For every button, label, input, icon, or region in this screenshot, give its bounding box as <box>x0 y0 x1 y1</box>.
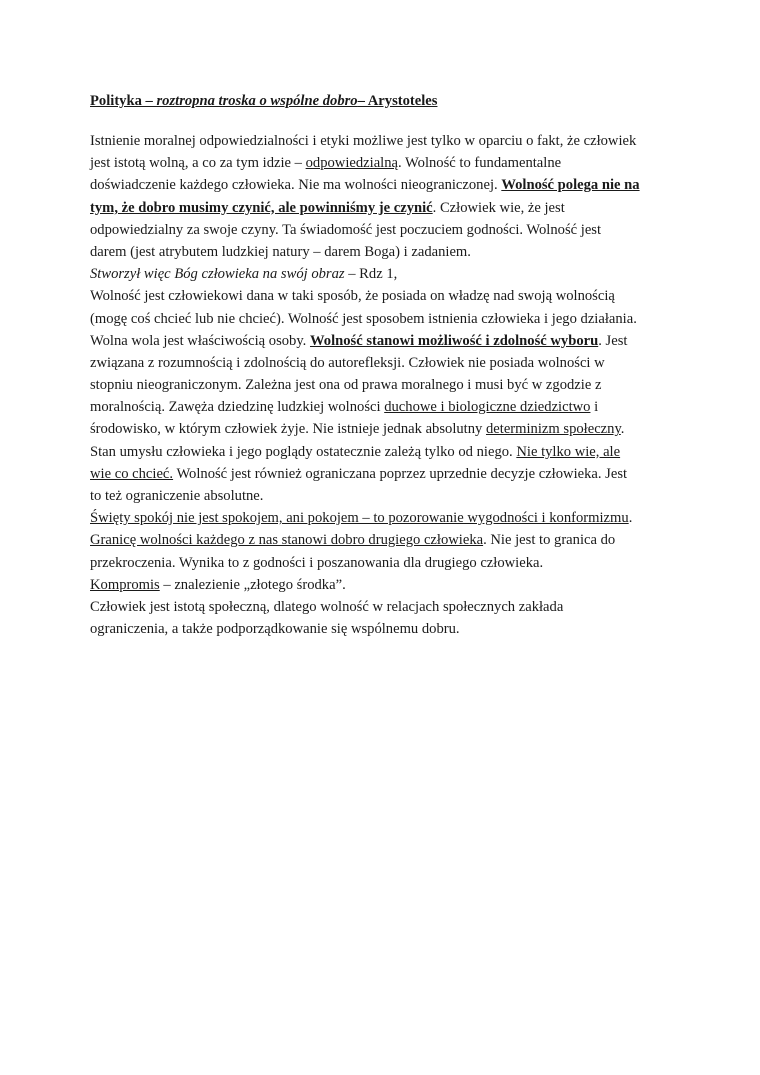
text-line <box>90 463 680 485</box>
text-segment: przekroczenia. Wynika to z godności i poszanowania dla drugiego człowieka. <box>90 554 544 571</box>
document-text <box>90 90 680 640</box>
emphasized-text: Nie tylko wie, ale <box>516 443 621 460</box>
title-author: – Arystoteles <box>357 93 438 109</box>
text-line <box>90 618 680 640</box>
document-body <box>90 130 680 640</box>
text-segment: . Jest <box>598 332 628 349</box>
emphasized-text: odpowiedzialną <box>305 155 399 172</box>
text-line <box>90 374 680 396</box>
text-line <box>90 507 680 529</box>
text-segment: darem (jest atrybutem ludzkiej natury – darem Boga) i zadaniem. <box>90 243 471 260</box>
text-line <box>90 263 680 285</box>
text-segment: i <box>590 399 599 416</box>
text-segment: . <box>628 510 633 527</box>
text-line <box>90 529 680 551</box>
text-line <box>90 219 680 241</box>
text-segment: moralnością. Zawęża dziedzinę ludzkiej wolności <box>90 399 385 416</box>
text-segment: jest istotą wolną, a co za tym idzie – <box>90 155 306 172</box>
text-segment: Stan umysłu człowieka i jego poglądy ostatecznie zależą tylko od niego. <box>90 443 517 460</box>
text-line <box>90 285 680 307</box>
text-line <box>90 596 680 618</box>
text-segment: Wolna wola jest właściwością osoby. <box>90 332 310 349</box>
text-line <box>90 130 680 152</box>
text-segment: Wolność jest człowiekowi dana w taki sposób, że posiada on władzę nad swoją wolnością <box>90 288 615 305</box>
emphasized-text: Stworzył więc Bóg człowieka na swój obraz <box>90 266 345 283</box>
title-politics: Polityka – <box>90 93 157 109</box>
title-definition: roztropna troska o wspólne dobro <box>156 93 358 109</box>
emphasized-text: Kompromis <box>90 576 160 593</box>
text-line <box>90 352 680 374</box>
text-segment: . <box>620 421 625 438</box>
text-segment: ograniczenia, a także podporządkowanie się wspólnemu dobru. <box>90 621 460 638</box>
emphasized-text: Wolność polega nie na <box>501 177 640 194</box>
text-line <box>90 441 680 463</box>
text-line <box>90 152 680 174</box>
text-segment: to też ograniczenie absolutne. <box>90 488 264 504</box>
text-segment: środowisko, w którym człowiek żyje. Nie istnieje jednak absolutny <box>90 421 486 438</box>
text-segment: odpowiedzialny za swoje czyny. Ta świadomość jest poczuciem godności. Wolność jest <box>90 221 602 238</box>
text-line <box>90 308 680 330</box>
text-segment: . Nie jest to granica do <box>483 532 616 549</box>
text-line <box>90 330 680 352</box>
emphasized-text: duchowe i biologiczne dziedzictwo <box>384 399 591 416</box>
text-segment: Istnienie moralnej odpowiedzialności i etyki możliwe jest tylko w oparciu o fakt, że człowiek <box>90 133 637 149</box>
text-segment: . Wolność to fundamentalne <box>398 155 562 172</box>
text-segment: . Człowiek wie, że jest <box>432 199 565 216</box>
text-line <box>90 574 680 596</box>
text-segment: – Rdz 1, <box>344 266 398 283</box>
text-segment: związana z rozumnością i zdolnością do autorefleksji. Człowiek nie posiada wolności w <box>90 354 605 371</box>
document-title <box>90 90 680 112</box>
text-segment: doświadczenie każdego człowieka. Nie ma wolności nieograniczonej. <box>90 177 502 194</box>
text-segment: (mogę coś chcieć lub nie chcieć). Wolność jest sposobem istnienia człowieka i jego działania. <box>90 310 637 327</box>
text-line <box>90 174 680 196</box>
text-line <box>90 197 680 219</box>
emphasized-text: determinizm społeczny <box>485 421 621 438</box>
emphasized-text: tym, że dobro musimy czynić, ale powinniśmy je czynić <box>90 199 433 216</box>
text-line <box>90 396 680 418</box>
emphasized-text: Granicę wolności każdego z nas stanowi dobro drugiego człowieka <box>90 532 484 549</box>
text-line <box>90 485 680 507</box>
text-line <box>90 552 680 574</box>
emphasized-text: Wolność stanowi możliwość i zdolność wyboru <box>309 332 599 349</box>
text-segment: Człowiek jest istotą społeczną, dlatego wolność w relacjach społecznych zakłada <box>90 598 564 615</box>
emphasized-text: Święty spokój nie jest spokojem, ani pokojem – to pozorowanie wygodności i konformizmu <box>90 510 629 527</box>
emphasized-text: wie co chcieć. <box>90 465 174 482</box>
text-segment: – znalezienie „złotego środka”. <box>159 576 346 593</box>
text-segment: Wolność jest również ograniczana poprzez uprzednie decyzje człowieka. Jest <box>173 465 628 482</box>
text-segment: stopniu nieograniczonym. Zależna jest ona od prawa moralnego i musi być w zgodzie z <box>90 377 602 394</box>
text-line <box>90 418 680 440</box>
text-line <box>90 241 680 263</box>
